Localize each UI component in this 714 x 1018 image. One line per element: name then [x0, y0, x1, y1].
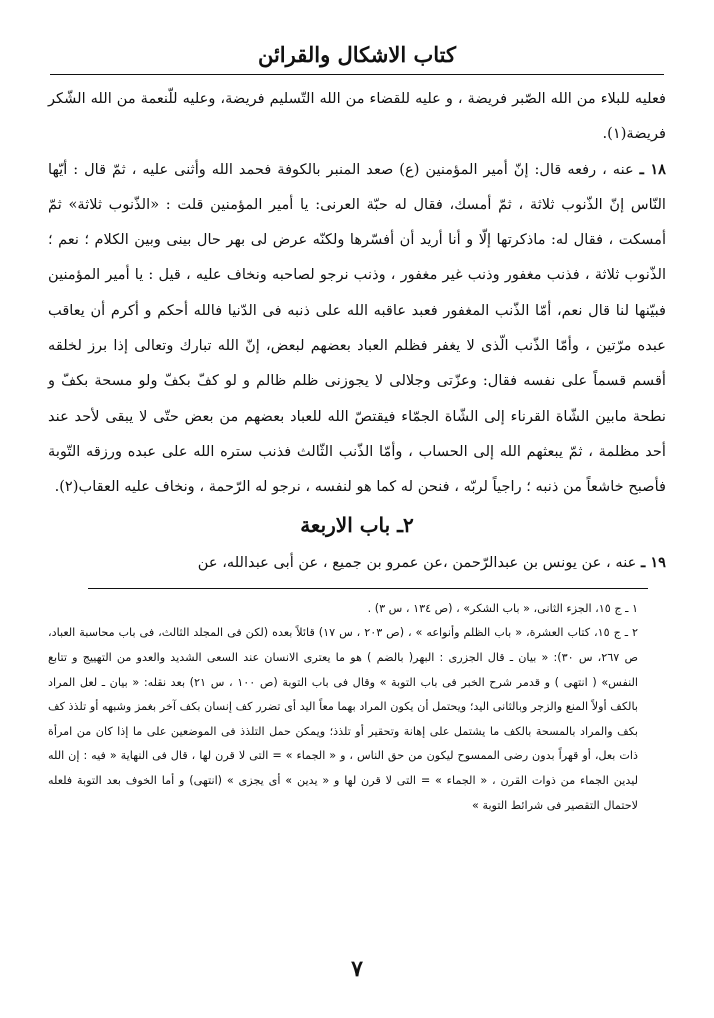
section-text [48, 545, 666, 580]
book-title: كتاب الاشكال والقرائن [257, 42, 457, 67]
footnote-1: ١ ـ ج ١٥، الجزء الثانى، « باب الشكر» ، (ص ١٣٤ ، س ٣) . [367, 601, 638, 615]
hadith-19 [48, 545, 666, 580]
hadith-number: ١٩ ـ [640, 553, 666, 571]
hadith-18 [48, 152, 666, 505]
footnote-rule [88, 588, 648, 589]
footnotes [48, 597, 666, 818]
footnote-2: ٢ ـ ج ١٥، كتاب العشرة، « باب الظلم وأنواعه » ، (ص ٢٠٣ ، س ١٧) قائلاً بعده (لكن فى المجلد الثالث، فى باب محاسبة العباد، ص ٢٦٧، س ٣٠): « بيان ـ قال الجزرى : البهر( بالضم ) هو ما يعترى الانسان عند السعى الشديد والعدو من التهييج و تتابع النفس» ( انتهى ) و قدمر شرح الخبر فى باب التوبة » وقال فى باب التوبة (ص ١٠٠ ، س ٢١) بعد نقله: « بيان ـ لعل المراد بالكف أولاً المنع والزجر وبالثانى اليد؛ ويحتمل أن يكون المراد بهما معاً اليد أى تضرر كف إنسان بكف آخر بغمز وشبهه أو تلذذ كف بكف والمراد بالمسحة بالكف ما يشتمل على إهانة وتحقير أو تلذذ؛ ويمكن حمل التلذذ فى الموضعين على ما إذا كان من امرأة ذات بعل، أو قهراً بدون رضى الممسوح ليكون من حق الناس ، و « الجماء » = التى لا قرن لها ، قال فى النهاية « فيه : إن الله ليدين الجماء من ذوات القرن ، « الجماء » = التى لا قرن لها و « يدين » أى يجزى » (انتهى) و أما الخوف بعد التوبة فلعله لاحتمال التقصير فى شرائط التوبة » [48, 626, 639, 812]
hadith-number: ١٨ ـ [639, 160, 666, 178]
paragraph-continuation: فعليه للبلاء من الله الصّبر فريضة ، و عليه للقضاء من الله التّسليم فريضة، وعليه للّنعمة من الله الشّكر فريضة(١). [48, 90, 666, 143]
hadith-text: عنه ، عن يونس بن عبدالرّحمن ،عن عمرو بن جميع ، عن أبى عبدالله، عن [197, 553, 637, 571]
hadith-text: عنه ، رفعه قال: إنّ أمير المؤمنين (ع) صعد المنبر بالكوفة فحمد الله وأثنى عليه ، ثمّ قال : أيّها النّاس إنّ الذّنوب ثلاثة ، ثمّ أمسك، فقال له حبّة العرنى: يا أمير المؤمنين قلت : «الذّنوب ثلاثة» ثمّ أمسكت ، فقال له: ماذكرتها إلّا و أنا أريد أن أفسّرها ولكنّه عرض لى بهر حال بينى وبين الكلام ؛ نعم ؛ الذّنوب ثلاثة ، فذنب مغفور وذنب غير مغفور ، وذنب نرجو لصاحبه ونخاف عليه ، قيل : يا أمير المؤمنين فبيّنها لنا قال نعم، أمّا الذّنب المغفور فعبد عاقبه الله على ذنبه فى الدّنيا فالله أحكم و أكرم أن يعاقب عبده مرّتين ، وأمّا الذّنب الّذى لا يغفر فظلم العباد بعضهم لبعض، إنّ الله تبارك وتعالى إذا برز لخلقه أقسم قسماً على نفسه فقال: وعزّتى وجلالى لا يجوزنى ظلم ظالم و لو كفّ بكفّ ولو مسحة بكفّ و نطحة مابين الشّاة القرناء إلى الشّاة الجمّاء فيقتصّ الله للعباد بعضهم من بعض حتّى لا يبقى لأحد عند أحد مظلمة ، ثمّ يبعثهم الله إلى الحساب ، وأمّا الذّنب الثّالث فذنب ستره الله على عبده ورزقه التّوبة فأصبح خاشعاً من ذنبه ؛ راجياً لربّه ، فنحن له كما هو لنفسه ، نرجو له الرّحمة ، ونخاف عليه العقاب(٢). [48, 160, 666, 496]
page-number: ٧ [351, 956, 363, 982]
running-header [48, 40, 666, 70]
header-rule [50, 74, 664, 75]
section-title: ٢ـ باب الاربعة [300, 512, 414, 537]
main-text [48, 81, 666, 505]
